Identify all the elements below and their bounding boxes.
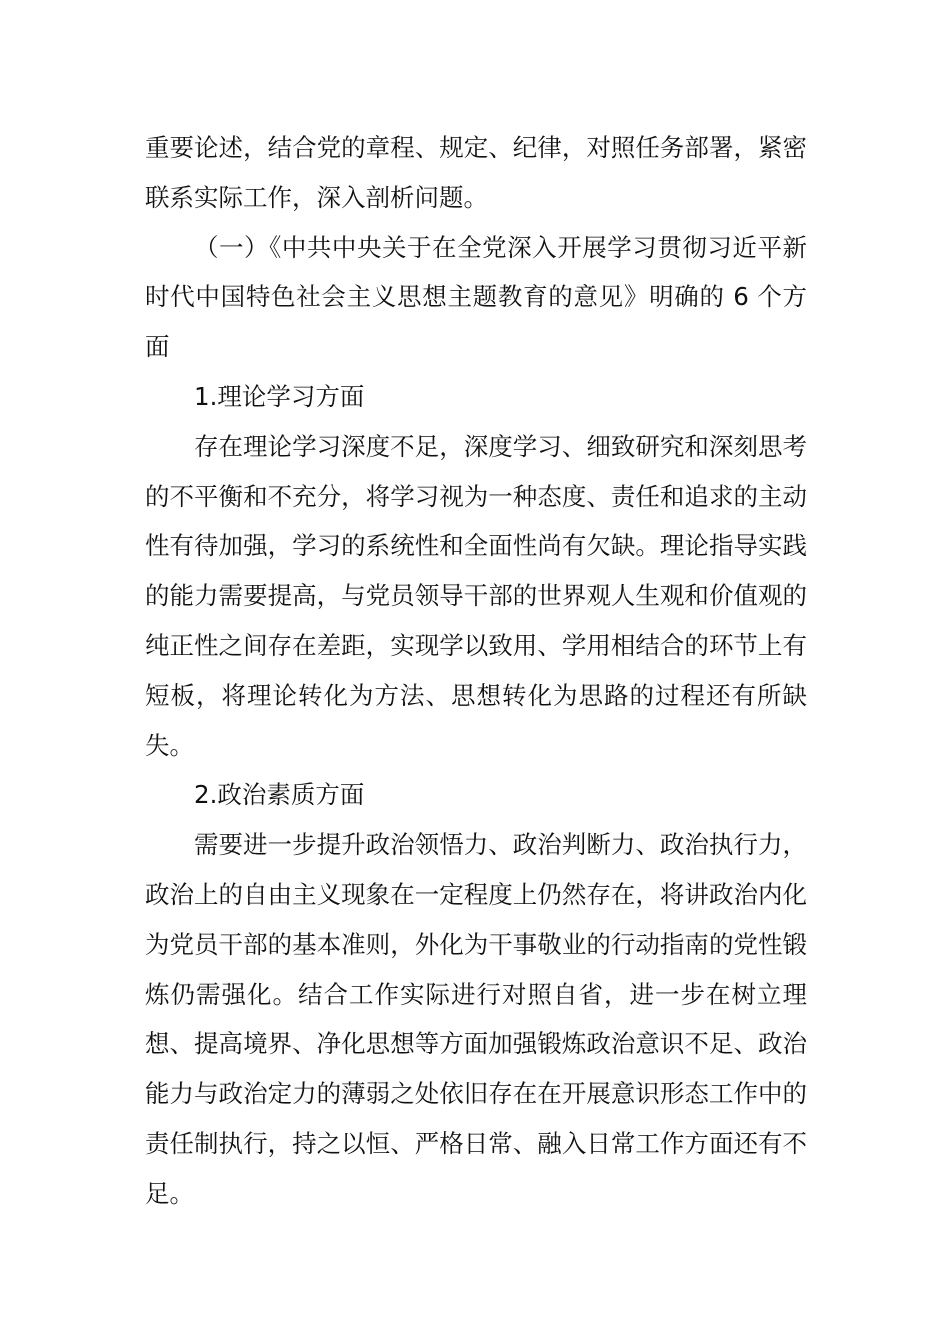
subheading-theory-study: 1.理论学习方面 — [194, 381, 365, 411]
paragraph-continuation: 重要论述，结合党的章程、规定、纪律，对照任务部署，紧密联系实际工作，深入剖析问题。 — [145, 133, 807, 212]
subheading-political-quality: 2.政治素质方面 — [194, 780, 365, 810]
paragraph-theory-study: 存在理论学习深度不足，深度学习、细致研究和深刻思考的不平衡和不充分，将学习视为一种态度、责任和追求的主动性有待加强，学习的系统性和全面性尚有欠缺。理论指导实践的能力需要提高，与党员领导干部的世界观人生观和价值观的纯正性之间存在差距，实现学以致用、学用相结合的环节上有短板，将理论转化为方法、思想转化为思路的过程还有所缺失。 — [145, 431, 807, 760]
paragraph-political-quality: 需要进一步提升政治领悟力、政治判断力、政治执行力，政治上的自由主义现象在一定程度上仍然存在，将讲政治内化为党员干部的基本准则，外化为干事敬业的行动指南的党性锻炼仍需强化。结合工作实际进行对照自省，进一步在树立理想、提高境界、净化思想等方面加强锻炼政治意识不足、政治能力与政治定力的薄弱之处依旧存在在开展意识形态工作中的责任制执行，持之以恒、严格日常、融入日常工作方面还有不足。 — [145, 830, 807, 1208]
document-body — [145, 123, 807, 1219]
section-heading: （一）《中共中央关于在全党深入开展学习贯彻习近平新时代中国特色社会主义思想主题教育的意见》明确的 6 个方面 — [145, 232, 807, 362]
